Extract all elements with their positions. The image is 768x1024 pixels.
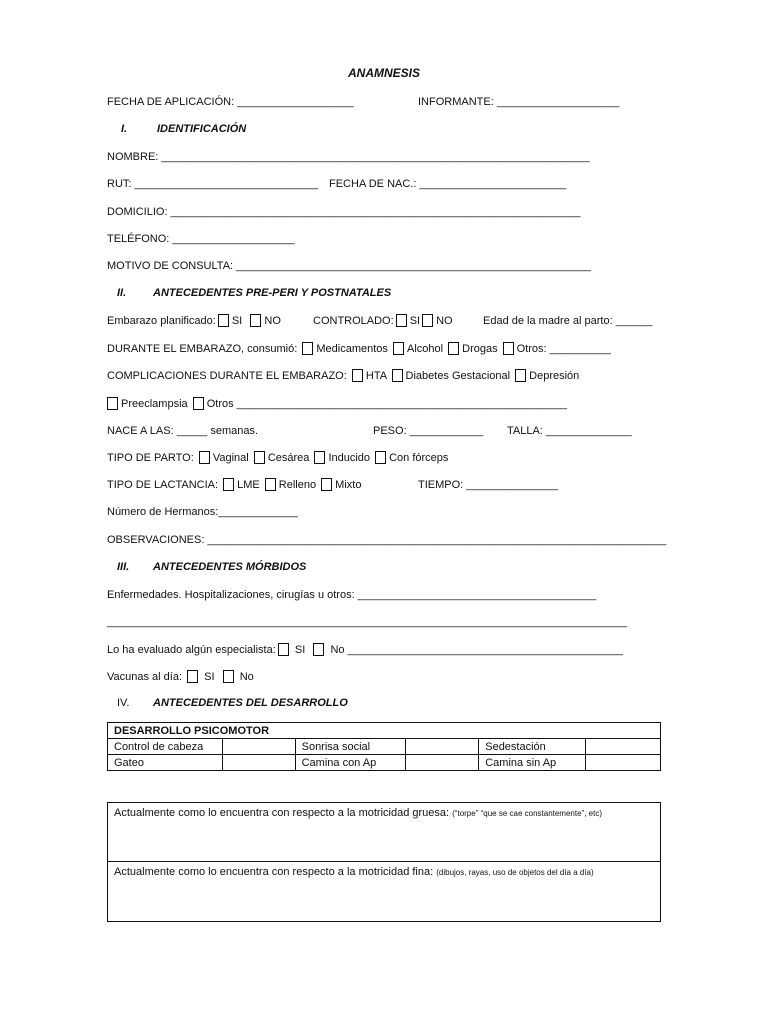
observaciones-field[interactable]: OBSERVACIONES: ___________________________________________________________________________ xyxy=(107,534,667,546)
motricidad-gruesa-label: Actualmente como lo encuentra con respecto a la motricidad gruesa: xyxy=(114,807,450,819)
vacunas-label: Vacunas al día: xyxy=(107,671,183,683)
medicamentos-checkbox[interactable] xyxy=(302,342,313,355)
motricidad-fina-label: Actualmente como lo encuentra con respecto a la motricidad fina: xyxy=(114,866,434,878)
controlado-si-checkbox[interactable] xyxy=(396,314,407,327)
edad-madre-field[interactable]: Edad de la madre al parto: ______ xyxy=(483,315,653,327)
inducido-checkbox[interactable] xyxy=(314,451,325,464)
especialista-no-checkbox[interactable] xyxy=(313,643,324,656)
table-input-cell[interactable] xyxy=(406,755,479,771)
vaginal-checkbox[interactable] xyxy=(199,451,210,464)
cesarea-checkbox[interactable] xyxy=(254,451,265,464)
no-label: NO xyxy=(264,315,281,327)
enfermedades-line[interactable]: _____________________________________________________________________________________ xyxy=(107,616,628,628)
embarazo-planificado-label: Embarazo planificado: xyxy=(107,315,216,327)
hermanos-field[interactable]: Número de Hermanos:_____________ xyxy=(107,506,298,518)
vacunas-row xyxy=(107,670,254,684)
controlado-no-checkbox[interactable] xyxy=(422,314,433,327)
medicamentos-label: Medicamentos xyxy=(316,343,388,355)
tiempo-field[interactable]: TIEMPO: _______________ xyxy=(418,479,559,491)
domicilio-field[interactable]: DOMICILIO: ___________________________________________________________________ xyxy=(107,206,581,218)
lactancia-row xyxy=(107,478,361,492)
table-header-row xyxy=(108,723,661,739)
table-input-cell[interactable] xyxy=(586,739,661,755)
table-input-cell[interactable] xyxy=(406,739,479,755)
si-label: SI xyxy=(409,315,421,327)
complicaciones-label: COMPLICACIONES DURANTE EL EMBARAZO: xyxy=(107,370,347,382)
alcohol-label: Alcohol xyxy=(406,343,444,355)
section-title: ANTECEDENTES PRE-PERI Y POSTNATALES xyxy=(153,287,392,299)
vaginal-label: Vaginal xyxy=(212,452,249,464)
controlado-row xyxy=(313,314,453,328)
forceps-label: Con fórceps xyxy=(389,452,449,464)
section-identificacion xyxy=(121,122,246,136)
tipo-parto-row xyxy=(107,451,448,465)
table-row xyxy=(108,755,661,771)
section-number: III. xyxy=(117,561,130,573)
especialista-si-checkbox[interactable] xyxy=(278,643,289,656)
depresion-checkbox[interactable] xyxy=(515,369,526,382)
lme-label: LME xyxy=(237,479,260,491)
motricidad-gruesa-field[interactable] xyxy=(108,803,660,862)
otros-compl-checkbox[interactable] xyxy=(193,397,204,410)
alcohol-checkbox[interactable] xyxy=(393,342,404,355)
table-cell: Sonrisa social xyxy=(295,739,406,755)
enfermedades-field[interactable]: Enfermedades. Hospitalizaciones, cirugías u otros: _______________________________________ xyxy=(107,589,597,601)
si-label: SI xyxy=(204,671,215,683)
motricidad-fina-hint: (dibujos, rayas, uso de objetos del día a día) xyxy=(436,868,594,877)
drogas-label: Drogas xyxy=(462,343,498,355)
nombre-field[interactable]: NOMBRE: ______________________________________________________________________ xyxy=(107,151,590,163)
embarazo-si-checkbox[interactable] xyxy=(218,314,229,327)
telefono-field[interactable]: TELÉFONO: ____________________ xyxy=(107,233,295,245)
otros-consumo-checkbox[interactable] xyxy=(503,342,514,355)
especialista-label: Lo ha evaluado algún especialista: xyxy=(107,644,276,656)
section-number: II. xyxy=(117,287,127,299)
cesarea-label: Cesárea xyxy=(267,452,310,464)
no-label: No xyxy=(239,671,254,683)
vacunas-no-checkbox[interactable] xyxy=(223,670,234,683)
hta-checkbox[interactable] xyxy=(352,369,363,382)
drogas-checkbox[interactable] xyxy=(448,342,459,355)
diabetes-checkbox[interactable] xyxy=(392,369,403,382)
talla-field[interactable]: TALLA: ______________ xyxy=(507,425,632,437)
preeclampsia-checkbox[interactable] xyxy=(107,397,118,410)
embarazo-no-checkbox[interactable] xyxy=(250,314,261,327)
especialista-no-field[interactable]: No _____________________________________________ xyxy=(330,644,623,656)
table-cell: Gateo xyxy=(108,755,223,771)
consumo-row xyxy=(107,342,611,356)
section-title: ANTECEDENTES MÓRBIDOS xyxy=(153,561,307,573)
depresion-label: Depresión xyxy=(529,370,580,382)
motivo-consulta-field[interactable]: MOTIVO DE CONSULTA: __________________________________________________________ xyxy=(107,260,591,272)
peso-field[interactable]: PESO: ____________ xyxy=(373,425,484,437)
table-input-cell[interactable] xyxy=(586,755,661,771)
no-label: NO xyxy=(436,315,453,327)
table-input-cell[interactable] xyxy=(222,739,295,755)
lme-checkbox[interactable] xyxy=(223,478,234,491)
tipo-parto-label: TIPO DE PARTO: xyxy=(107,452,194,464)
mixto-checkbox[interactable] xyxy=(321,478,332,491)
section-number: IV. xyxy=(117,697,130,709)
embarazo-planificado-row xyxy=(107,314,281,328)
section-morbidos xyxy=(117,560,306,574)
fecha-nac-field[interactable]: FECHA DE NAC.: ________________________ xyxy=(329,178,567,190)
section-title: ANTECEDENTES DEL DESARROLLO xyxy=(153,697,348,709)
lactancia-label: TIPO DE LACTANCIA: xyxy=(107,479,219,491)
section-number: I. xyxy=(121,123,128,135)
vacunas-si-checkbox[interactable] xyxy=(187,670,198,683)
especialista-row xyxy=(107,643,623,657)
si-label: SI xyxy=(294,644,306,656)
document-title: ANAMNESIS xyxy=(347,66,420,80)
section-prenatales xyxy=(117,286,391,300)
complicaciones-row xyxy=(107,369,579,383)
section-desarrollo xyxy=(117,696,348,710)
diabetes-label: Diabetes Gestacional xyxy=(405,370,511,382)
controlado-label: CONTROLADO: xyxy=(313,315,394,327)
table-cell: Control de cabeza xyxy=(108,739,223,755)
complicaciones-row-2 xyxy=(105,397,567,411)
forceps-checkbox[interactable] xyxy=(375,451,386,464)
nace-semanas-field[interactable]: NACE A LAS: _____ semanas. xyxy=(107,425,259,437)
fecha-aplicacion-field[interactable]: FECHA DE APLICACIÓN: ___________________ xyxy=(107,96,354,108)
consumo-label: DURANTE EL EMBARAZO, consumió: xyxy=(107,343,298,355)
table-cell: Camina con Ap xyxy=(295,755,406,771)
rut-field[interactable]: RUT: ______________________________ xyxy=(107,178,319,190)
otros-compl-field[interactable]: Otros ______________________________________________________ xyxy=(206,398,568,410)
table-row xyxy=(108,739,661,755)
si-label: SI xyxy=(231,315,243,327)
motricidad-fina-field[interactable] xyxy=(108,862,660,921)
table-cell: Sedestación xyxy=(479,739,586,755)
section-title: IDENTIFICACIÓN xyxy=(157,123,247,135)
motricidad-box xyxy=(107,802,661,922)
table-cell: Camina sin Ap xyxy=(479,755,586,771)
relleno-checkbox[interactable] xyxy=(265,478,276,491)
inducido-label: Inducido xyxy=(328,452,371,464)
relleno-label: Relleno xyxy=(278,479,317,491)
motricidad-gruesa-hint: (“torpe” “que se cae constantemente”, etc) xyxy=(452,809,602,818)
desarrollo-psicomotor-table xyxy=(107,722,661,771)
table-header: DESARROLLO PSICOMOTOR xyxy=(108,723,661,739)
preeclampsia-label: Preeclampsia xyxy=(121,398,188,410)
informante-field[interactable]: INFORMANTE: ____________________ xyxy=(418,96,620,108)
table-input-cell[interactable] xyxy=(222,755,295,771)
hta-label: HTA xyxy=(365,370,387,382)
mixto-label: Mixto xyxy=(335,479,362,491)
otros-consumo-field[interactable]: Otros: __________ xyxy=(516,343,611,355)
